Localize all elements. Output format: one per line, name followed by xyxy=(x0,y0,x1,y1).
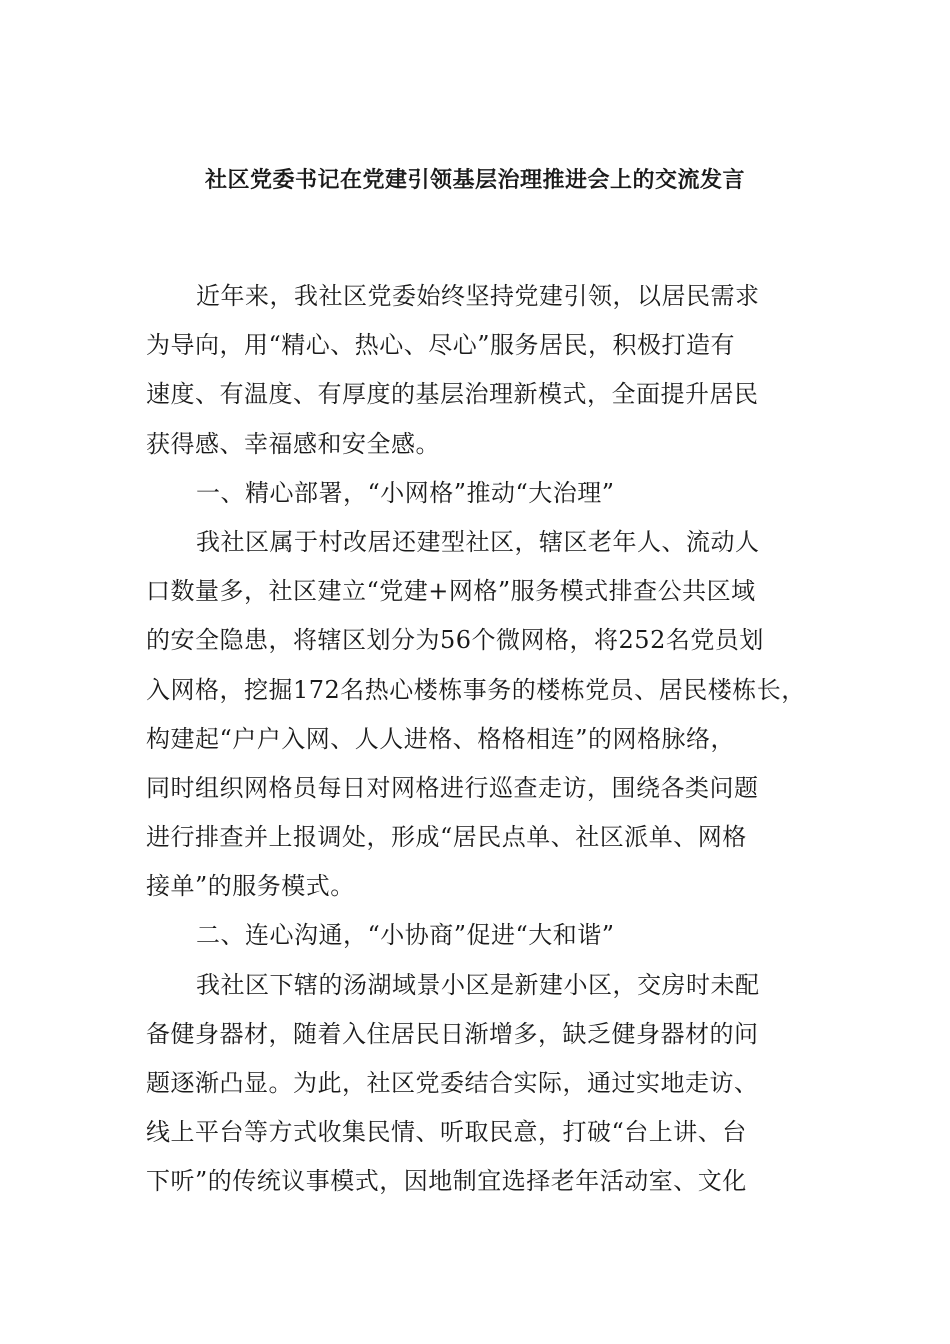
section-heading: 一、精心部署，“小网格”推动“大治理” xyxy=(196,478,615,507)
document-title: 社区党委书记在党建引领基层治理推进会上的交流发言 xyxy=(204,167,745,193)
text-line: 题逐渐凸显。为此，社区党委结合实际，通过实地走访、 xyxy=(146,1069,759,1097)
text-line: 我社区属于村改居还建型社区，辖区老年人、流动人 xyxy=(196,527,760,556)
text-line: 进行排查并上报调处，形成“居民点单、社区派单、网格 xyxy=(146,823,747,852)
document-body xyxy=(146,272,806,1207)
text-line: 下听”的传统议事模式，因地制宜选择老年活动室、文化 xyxy=(146,1167,747,1196)
text-line: 获得感、幸福感和安全感。 xyxy=(146,429,440,458)
text-line: 同时组织网格员每日对网格进行巡查走访，围绕各类问题 xyxy=(146,773,759,802)
text-line: 备健身器材，随着入住居民日渐增多，缺乏健身器材的问 xyxy=(146,1019,759,1048)
text-line: 我社区下辖的汤湖域景小区是新建小区，交房时未配 xyxy=(196,970,760,999)
text-line: 入网格，挖掘172名热心楼栋事务的楼栋党员、居民楼栋长， xyxy=(146,675,806,704)
text-line: 速度、有温度、有厚度的基层治理新模式，全面提升居民 xyxy=(146,380,759,409)
text-line: 线上平台等方式收集民情、听取民意，打破“台上讲、台 xyxy=(146,1118,747,1147)
text-line: 口数量多，社区建立“党建+网格”服务模式排查公共区域 xyxy=(146,577,756,606)
text-line: 近年来，我社区党委始终坚持党建引领，以居民需求 xyxy=(196,282,760,310)
text-line: 接单”的服务模式。 xyxy=(146,872,355,901)
text-line: 构建起“户户入网、人人进格、格格相连”的网格脉络， xyxy=(146,724,736,753)
section-heading: 二、连心沟通，“小协商”促进“大和谐” xyxy=(196,921,615,950)
text-line: 为导向，用“精心、热心、尽心”服务居民，积极打造有 xyxy=(146,331,736,360)
text-line: 的安全隐患，将辖区划分为56个微网格，将252名党员划 xyxy=(146,626,764,655)
